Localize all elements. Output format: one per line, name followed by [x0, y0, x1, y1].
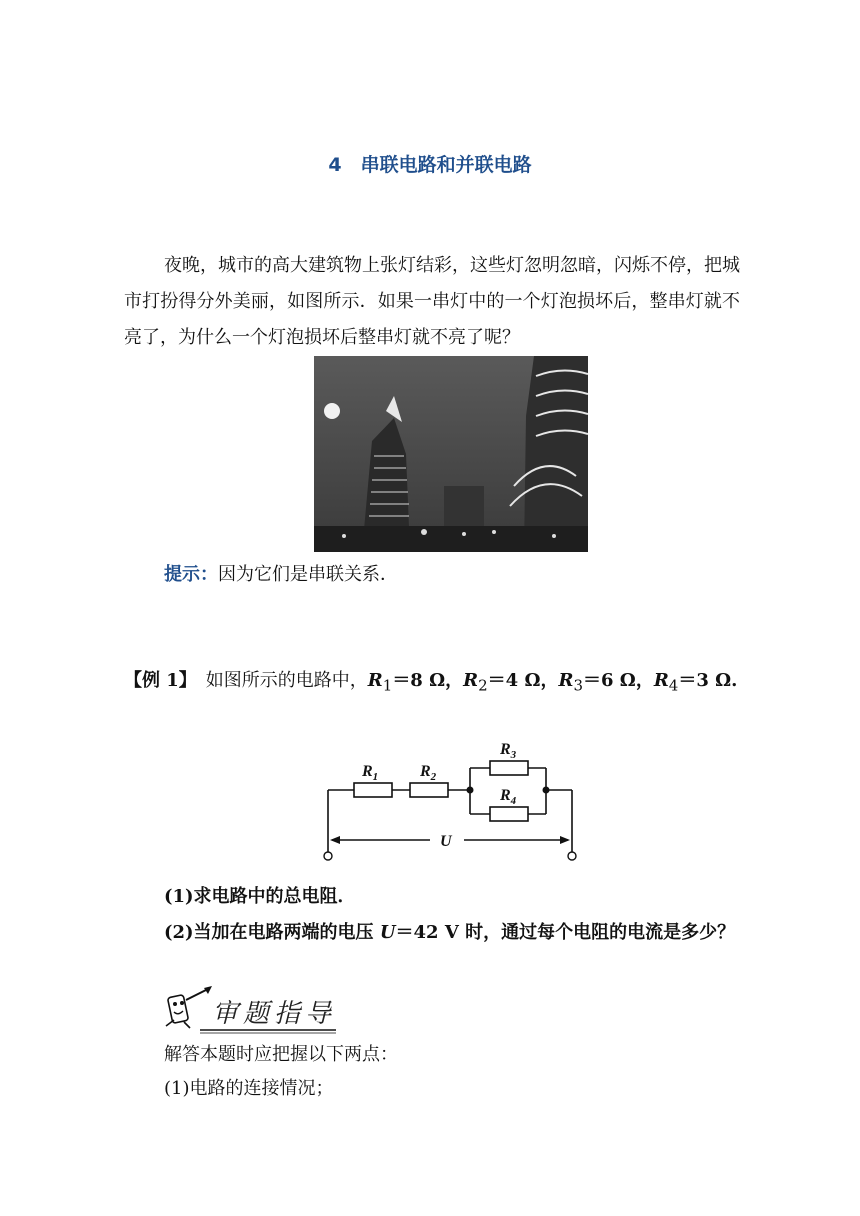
resistor-r3 — [490, 761, 528, 775]
resistor-r4 — [490, 807, 528, 821]
r3-symbol: R — [558, 670, 574, 691]
r2-symbol: R — [463, 670, 479, 691]
question-2-var: U — [379, 922, 396, 943]
label-r2: R — [420, 763, 431, 780]
r2-sub: 2 — [478, 676, 488, 695]
svg-text:R4 — [499, 787, 517, 807]
question-2-text-b: ＝42 V 时，通过每个电阻的电流是多少？ — [395, 922, 736, 943]
r4-sub: 4 — [668, 676, 679, 695]
label-r4: R — [500, 787, 511, 804]
svg-text:R2 — [419, 763, 437, 783]
hint-text: 因为它们是串联关系． — [218, 564, 398, 585]
r1-symbol: R — [367, 670, 383, 691]
page-title: 4 串联电路和并联电路 — [328, 154, 532, 176]
example-1 — [124, 662, 740, 705]
r4-symbol: R — [653, 670, 669, 691]
label-r4-sub: 4 — [510, 795, 517, 807]
junction-right — [543, 787, 550, 794]
circuit-diagram — [318, 734, 588, 872]
label-r3: R — [500, 741, 511, 758]
r2-value: ＝4 Ω， — [487, 670, 559, 691]
guide-banner — [160, 986, 340, 1038]
question-2-text-a: (2)当加在电路两端的电压 — [164, 922, 380, 943]
terminal-right — [568, 852, 576, 860]
svg-text:R3 — [499, 741, 517, 761]
question-1 — [164, 882, 356, 908]
city-night-photo — [314, 356, 588, 552]
guide-banner-text: 审题指导 — [212, 999, 337, 1029]
hint-label: 提示： — [164, 564, 218, 585]
terminal-left — [324, 852, 332, 860]
svg-text:R1 — [361, 763, 378, 783]
guide-line-2: (1)电路的连接情况； — [164, 1078, 334, 1099]
r3-value: ＝6 Ω， — [583, 670, 654, 691]
hint — [164, 560, 398, 586]
intro-paragraph: 夜晚，城市的高大建筑物上张灯结彩，这些灯忽明忽暗，闪烁不停，把城市打扮得分外美丽，如图所示．如果一串灯中的一个灯泡损坏后，整串灯就不亮了，为什么一个灯泡损坏后整串灯就不亮了呢？ — [124, 255, 740, 348]
r1-value: ＝8 Ω， — [392, 670, 464, 691]
label-r1-sub: 1 — [372, 771, 379, 783]
question-1-text: (1)求电路中的总电阻． — [164, 886, 356, 907]
pencil-mascot-icon — [166, 986, 212, 1028]
example-tag: 【例 1】 — [124, 670, 188, 691]
question-2 — [124, 916, 740, 950]
label-r2-sub: 2 — [430, 771, 437, 783]
junction-left — [467, 787, 474, 794]
resistor-r1 — [354, 783, 392, 797]
resistor-r2 — [410, 783, 448, 797]
label-u: U — [440, 833, 452, 850]
r1-sub: 1 — [382, 676, 393, 695]
label-r3-sub: 3 — [510, 749, 517, 761]
r4-value: ＝3 Ω. — [678, 670, 738, 691]
guide-line-1: 解答本题时应把握以下两点： — [164, 1044, 398, 1065]
r3-sub: 3 — [573, 676, 583, 695]
example-text: 如图所示的电路中， — [187, 670, 368, 691]
label-r1: R — [362, 763, 373, 780]
